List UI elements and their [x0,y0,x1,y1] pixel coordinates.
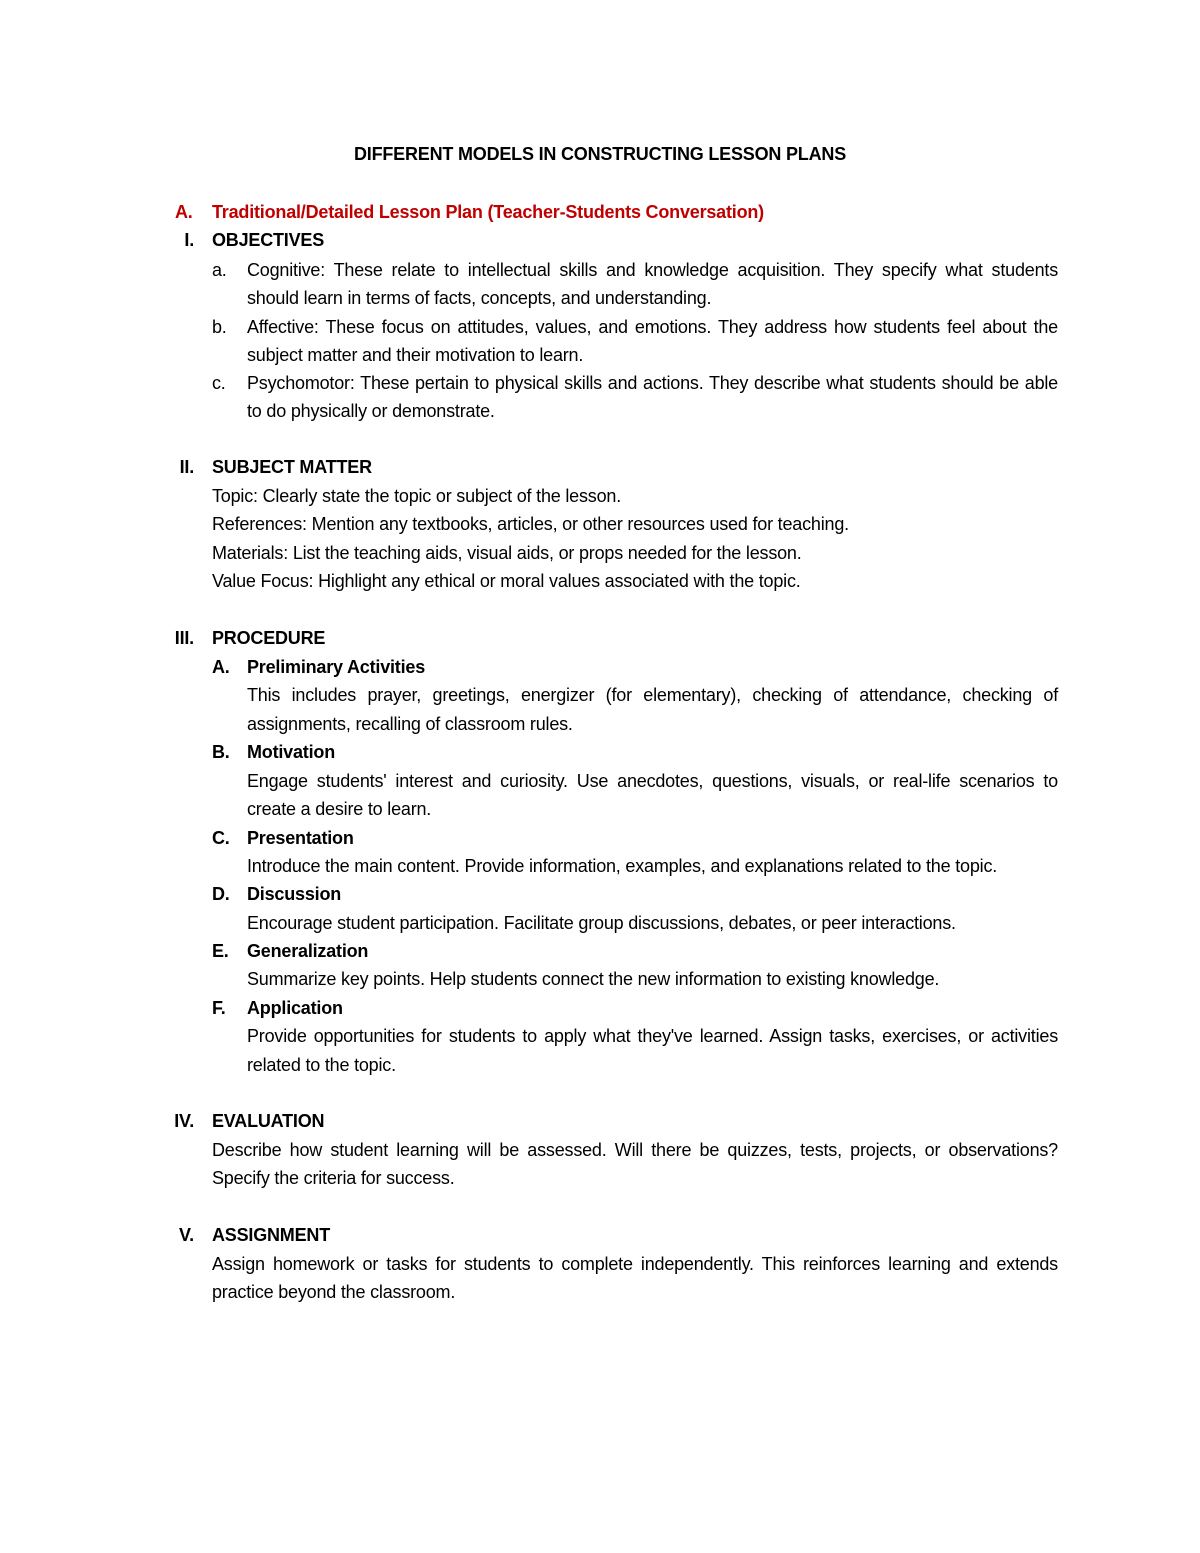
subject-matter-line-value-focus: Value Focus: Highlight any ethical or moral values associated with the topic. [212,570,801,591]
model-heading [175,200,764,224]
procedure-item-generalization [212,937,1058,994]
evaluation-body: Describe how student learning will be assessed. Will there be quizzes, tests, projects, or observations? Specify the criteria for success. [212,1140,1058,1189]
section-number-procedure: III. [174,628,194,648]
subject-matter-body [212,482,1058,595]
section-title-evaluation: EVALUATION [212,1111,325,1131]
procedure-item-text: Engage students' interest and curiosity. Use anecdotes, questions, visuals, or real-life scenarios to create a desire to learn. [247,770,1058,820]
section-number-assignment: V. [179,1225,194,1245]
procedure-item-application [212,994,1058,1079]
model-heading-text: Traditional/Detailed Lesson Plan (Teacher-Students Conversation) [212,202,764,222]
document-title: DIFFERENT MODELS IN CONSTRUCTING LESSON PLANS [353,144,846,164]
model-letter: A. [175,202,193,222]
section-title-procedure: PROCEDURE [212,628,326,648]
list-marker: a. [212,260,227,280]
procedure-list [212,653,1058,1079]
section-title-subject-matter: SUBJECT MATTER [212,457,372,477]
list-marker: E. [212,941,229,962]
list-item-text: Cognitive: These relate to intellectual skills and knowledge acquisition. They specify what students should learn in terms of facts, concepts, and understanding. [247,260,1058,309]
list-item [212,256,1058,313]
subject-matter-line-topic: Topic: Clearly state the topic or subject of the lesson. [212,486,622,506]
procedure-item-motivation [212,738,1058,823]
section-title-assignment: ASSIGNMENT [212,1225,331,1245]
procedure-item-title: Motivation [247,742,335,763]
procedure-item-text: Provide opportunities for students to apply what they've learned. Assign tasks, exercises, or activities related to the topic. [247,1026,1058,1075]
procedure-item-text: This includes prayer, greetings, energizer (for elementary), checking of attendance, checking of assignments, recalling of classroom rules. [247,685,1058,734]
procedure-item-title: Presentation [247,827,354,848]
procedure-item-presentation [212,824,1058,881]
subject-matter-line-materials: Materials: List the teaching aids, visual aids, or props needed for the lesson. [212,542,802,563]
list-item [212,369,1058,426]
list-marker: b. [212,316,227,337]
procedure-item-text: Introduce the main content. Provide information, examples, and explanations related to the topic. [247,855,998,876]
list-item-text: Affective: These focus on attitudes, values, and emotions. They address how students feel about the subject matter and their motivation to learn. [247,316,1058,365]
procedure-item-title: Discussion [247,884,342,905]
list-item [212,313,1058,370]
section-title-objectives: OBJECTIVES [212,230,325,250]
list-marker: B. [212,742,230,763]
procedure-item-discussion [212,880,1058,937]
procedure-item-title: Application [247,997,343,1018]
procedure-item-text: Encourage student participation. Facilitate group discussions, debates, or peer interactions. [247,912,956,933]
section-number-subject-matter: II. [179,457,194,477]
objectives-list [212,256,1058,426]
list-marker: D. [212,884,230,905]
procedure-item-title: Preliminary Activities [247,657,426,677]
procedure-item-title: Generalization [247,941,369,962]
list-marker: A. [212,657,230,677]
procedure-item-text: Summarize key points. Help students connect the new information to existing knowledge. [247,969,940,990]
assignment-body: Assign homework or tasks for students to complete independently. This reinforces learning and extends practice beyond the classroom. [212,1254,1058,1303]
section-number-objectives: I. [184,230,194,250]
list-marker: C. [212,827,230,848]
list-marker: c. [212,373,226,394]
list-item-text: Psychomotor: These pertain to physical skills and actions. They describe what students should be able to do physically or demonstrate. [247,373,1058,422]
procedure-item-preliminary [212,653,1058,738]
list-marker: F. [212,997,226,1018]
subject-matter-line-references: References: Mention any textbooks, articles, or other resources used for teaching. [212,514,849,535]
section-number-evaluation: IV. [174,1111,194,1131]
